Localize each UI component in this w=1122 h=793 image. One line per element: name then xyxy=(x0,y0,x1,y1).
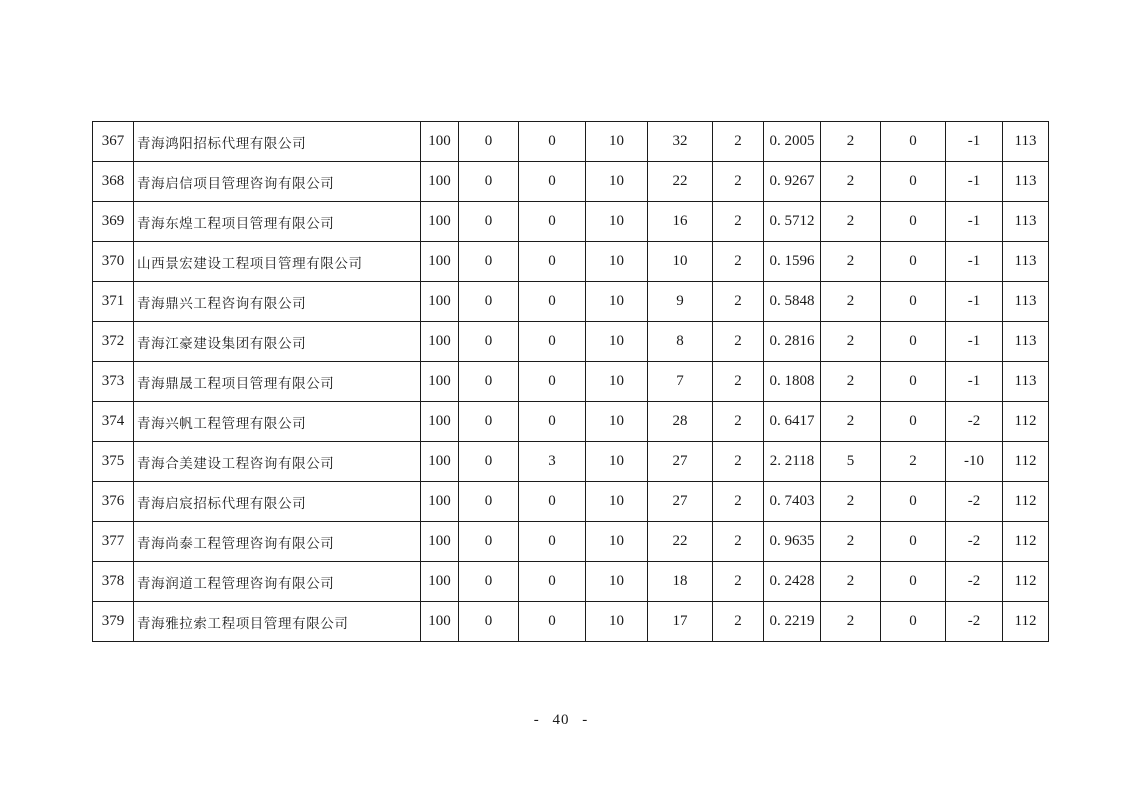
score-value-cell: 112 xyxy=(1003,482,1049,522)
score-value-cell: 9 xyxy=(648,282,713,322)
company-name-cell: 青海鸿阳招标代理有限公司 xyxy=(134,122,421,162)
score-value-cell: 0 xyxy=(519,562,586,602)
score-value-cell: 0 xyxy=(881,242,946,282)
table-row xyxy=(93,442,1049,482)
score-value-cell: 0 xyxy=(459,562,519,602)
score-value-cell: 113 xyxy=(1003,202,1049,242)
score-value-cell: 0 xyxy=(519,122,586,162)
row-index-cell: 377 xyxy=(93,522,134,562)
score-value-cell: 2 xyxy=(821,202,881,242)
score-value-cell: 0 xyxy=(519,402,586,442)
score-value-cell: 2 xyxy=(821,122,881,162)
row-index-cell: 372 xyxy=(93,322,134,362)
score-value-cell: 0. 6417 xyxy=(764,402,821,442)
score-value-cell: 2 xyxy=(713,482,764,522)
table-row xyxy=(93,242,1049,282)
score-value-cell: 10 xyxy=(586,562,648,602)
score-value-cell: 0 xyxy=(459,362,519,402)
row-index-cell: 374 xyxy=(93,402,134,442)
score-value-cell: 0 xyxy=(519,482,586,522)
score-value-cell: 0 xyxy=(881,282,946,322)
score-value-cell: 2. 2118 xyxy=(764,442,821,482)
score-value-cell: 0 xyxy=(881,362,946,402)
company-name-cell: 青海润道工程管理咨询有限公司 xyxy=(134,562,421,602)
score-value-cell: -2 xyxy=(946,482,1003,522)
score-value-cell: -2 xyxy=(946,602,1003,642)
score-value-cell: 100 xyxy=(421,242,459,282)
score-value-cell: 10 xyxy=(586,402,648,442)
row-index-cell: 367 xyxy=(93,122,134,162)
score-value-cell: 10 xyxy=(586,162,648,202)
score-value-cell: 0 xyxy=(459,202,519,242)
score-value-cell: 2 xyxy=(713,202,764,242)
row-index-cell: 373 xyxy=(93,362,134,402)
company-name-cell: 青海合美建设工程咨询有限公司 xyxy=(134,442,421,482)
score-value-cell: 0 xyxy=(881,162,946,202)
score-value-cell: 10 xyxy=(586,442,648,482)
score-value-cell: 2 xyxy=(713,122,764,162)
table-row xyxy=(93,402,1049,442)
table-body xyxy=(93,122,1049,642)
score-value-cell: 113 xyxy=(1003,122,1049,162)
score-value-cell: 7 xyxy=(648,362,713,402)
score-value-cell: 3 xyxy=(519,442,586,482)
score-value-cell: 0 xyxy=(519,282,586,322)
score-value-cell: 0 xyxy=(881,482,946,522)
score-value-cell: 0 xyxy=(881,522,946,562)
score-value-cell: 2 xyxy=(713,322,764,362)
score-value-cell: 2 xyxy=(821,162,881,202)
score-value-cell: 0 xyxy=(881,122,946,162)
score-value-cell: -10 xyxy=(946,442,1003,482)
score-value-cell: 2 xyxy=(713,562,764,602)
score-value-cell: 0 xyxy=(459,122,519,162)
score-value-cell: 0. 5848 xyxy=(764,282,821,322)
score-value-cell: -1 xyxy=(946,282,1003,322)
score-value-cell: 2 xyxy=(821,402,881,442)
row-index-cell: 379 xyxy=(93,602,134,642)
score-value-cell: 0 xyxy=(519,522,586,562)
score-value-cell: 0 xyxy=(459,402,519,442)
score-value-cell: 17 xyxy=(648,602,713,642)
table-row xyxy=(93,562,1049,602)
score-value-cell: -1 xyxy=(946,322,1003,362)
score-value-cell: 0. 2816 xyxy=(764,322,821,362)
score-value-cell: 0 xyxy=(881,322,946,362)
score-value-cell: 100 xyxy=(421,562,459,602)
table-row xyxy=(93,522,1049,562)
table-row xyxy=(93,122,1049,162)
score-value-cell: 0 xyxy=(459,442,519,482)
score-value-cell: 100 xyxy=(421,522,459,562)
row-index-cell: 375 xyxy=(93,442,134,482)
score-value-cell: 32 xyxy=(648,122,713,162)
score-value-cell: 2 xyxy=(821,562,881,602)
score-value-cell: 16 xyxy=(648,202,713,242)
score-value-cell: 100 xyxy=(421,322,459,362)
score-value-cell: 0 xyxy=(459,602,519,642)
score-value-cell: 0. 1596 xyxy=(764,242,821,282)
score-value-cell: 113 xyxy=(1003,162,1049,202)
score-value-cell: 0. 5712 xyxy=(764,202,821,242)
score-value-cell: 0. 1808 xyxy=(764,362,821,402)
score-value-cell: 100 xyxy=(421,202,459,242)
score-value-cell: 2 xyxy=(713,362,764,402)
score-value-cell: 0 xyxy=(519,242,586,282)
score-value-cell: 2 xyxy=(821,482,881,522)
score-value-cell: 10 xyxy=(586,362,648,402)
score-value-cell: 2 xyxy=(713,162,764,202)
score-value-cell: 2 xyxy=(713,402,764,442)
company-name-cell: 青海鼎晟工程项目管理有限公司 xyxy=(134,362,421,402)
table-row xyxy=(93,162,1049,202)
company-name-cell: 青海东煌工程项目管理有限公司 xyxy=(134,202,421,242)
row-index-cell: 368 xyxy=(93,162,134,202)
company-name-cell: 山西景宏建设工程项目管理有限公司 xyxy=(134,242,421,282)
score-value-cell: 10 xyxy=(586,602,648,642)
score-value-cell: 100 xyxy=(421,482,459,522)
score-value-cell: 0 xyxy=(459,242,519,282)
score-value-cell: 2 xyxy=(821,362,881,402)
score-value-cell: 10 xyxy=(586,522,648,562)
score-value-cell: 0 xyxy=(459,162,519,202)
score-value-cell: 18 xyxy=(648,562,713,602)
score-value-cell: 0. 2005 xyxy=(764,122,821,162)
score-value-cell: 2 xyxy=(821,522,881,562)
score-value-cell: 0 xyxy=(519,322,586,362)
score-value-cell: 22 xyxy=(648,162,713,202)
score-value-cell: 0. 2428 xyxy=(764,562,821,602)
score-value-cell: 0 xyxy=(519,162,586,202)
company-name-cell: 青海雅拉索工程项目管理有限公司 xyxy=(134,602,421,642)
score-value-cell: 2 xyxy=(821,282,881,322)
row-index-cell: 370 xyxy=(93,242,134,282)
row-index-cell: 378 xyxy=(93,562,134,602)
score-value-cell: -1 xyxy=(946,362,1003,402)
row-index-cell: 369 xyxy=(93,202,134,242)
score-value-cell: -2 xyxy=(946,562,1003,602)
score-value-cell: -1 xyxy=(946,202,1003,242)
score-value-cell: 2 xyxy=(713,602,764,642)
score-value-cell: 0 xyxy=(459,282,519,322)
company-score-table xyxy=(92,121,1049,642)
score-value-cell: 0 xyxy=(881,402,946,442)
table-row xyxy=(93,602,1049,642)
score-value-cell: 10 xyxy=(586,282,648,322)
score-value-cell: -1 xyxy=(946,122,1003,162)
score-value-cell: 10 xyxy=(648,242,713,282)
score-value-cell: 10 xyxy=(586,322,648,362)
table-row xyxy=(93,202,1049,242)
score-value-cell: 0. 2219 xyxy=(764,602,821,642)
score-value-cell: -1 xyxy=(946,242,1003,282)
score-value-cell: 100 xyxy=(421,282,459,322)
score-value-cell: 2 xyxy=(821,322,881,362)
score-value-cell: -2 xyxy=(946,522,1003,562)
company-name-cell: 青海启信项目管理咨询有限公司 xyxy=(134,162,421,202)
score-value-cell: 100 xyxy=(421,402,459,442)
score-value-cell: 113 xyxy=(1003,322,1049,362)
score-value-cell: 112 xyxy=(1003,562,1049,602)
score-value-cell: 27 xyxy=(648,482,713,522)
row-index-cell: 371 xyxy=(93,282,134,322)
table-row xyxy=(93,362,1049,402)
score-value-cell: 113 xyxy=(1003,242,1049,282)
score-value-cell: 28 xyxy=(648,402,713,442)
score-value-cell: 100 xyxy=(421,162,459,202)
score-value-cell: 2 xyxy=(881,442,946,482)
score-value-cell: 113 xyxy=(1003,282,1049,322)
score-value-cell: 2 xyxy=(713,442,764,482)
row-index-cell: 376 xyxy=(93,482,134,522)
score-value-cell: 112 xyxy=(1003,602,1049,642)
company-name-cell: 青海鼎兴工程咨询有限公司 xyxy=(134,282,421,322)
score-value-cell: 2 xyxy=(713,282,764,322)
score-value-cell: -2 xyxy=(946,402,1003,442)
score-value-cell: 0. 7403 xyxy=(764,482,821,522)
score-value-cell: 100 xyxy=(421,362,459,402)
score-value-cell: 100 xyxy=(421,442,459,482)
company-name-cell: 青海启宸招标代理有限公司 xyxy=(134,482,421,522)
score-value-cell: 112 xyxy=(1003,522,1049,562)
table-row xyxy=(93,482,1049,522)
score-value-cell: 0. 9267 xyxy=(764,162,821,202)
score-value-cell: 0 xyxy=(519,602,586,642)
table-row xyxy=(93,322,1049,362)
score-value-cell: 22 xyxy=(648,522,713,562)
score-value-cell: 27 xyxy=(648,442,713,482)
score-value-cell: 0 xyxy=(519,202,586,242)
score-value-cell: 100 xyxy=(421,602,459,642)
page-number: - 40 - xyxy=(533,712,589,728)
score-value-cell: 2 xyxy=(713,242,764,282)
score-value-cell: 0 xyxy=(881,562,946,602)
table-row xyxy=(93,282,1049,322)
score-value-cell: -1 xyxy=(946,162,1003,202)
score-value-cell: 10 xyxy=(586,242,648,282)
score-value-cell: 112 xyxy=(1003,442,1049,482)
score-value-cell: 10 xyxy=(586,482,648,522)
score-value-cell: 0 xyxy=(459,322,519,362)
score-value-cell: 0 xyxy=(519,362,586,402)
score-value-cell: 0 xyxy=(881,202,946,242)
score-value-cell: 0 xyxy=(459,482,519,522)
company-name-cell: 青海江豪建设集团有限公司 xyxy=(134,322,421,362)
score-value-cell: 2 xyxy=(713,522,764,562)
score-value-cell: 10 xyxy=(586,122,648,162)
score-value-cell: 0. 9635 xyxy=(764,522,821,562)
score-value-cell: 5 xyxy=(821,442,881,482)
company-name-cell: 青海兴帆工程管理有限公司 xyxy=(134,402,421,442)
score-value-cell: 100 xyxy=(421,122,459,162)
score-value-cell: 2 xyxy=(821,602,881,642)
score-value-cell: 0 xyxy=(459,522,519,562)
score-value-cell: 113 xyxy=(1003,362,1049,402)
company-name-cell: 青海尚泰工程管理咨询有限公司 xyxy=(134,522,421,562)
score-value-cell: 2 xyxy=(821,242,881,282)
score-value-cell: 8 xyxy=(648,322,713,362)
score-value-cell: 0 xyxy=(881,602,946,642)
score-value-cell: 10 xyxy=(586,202,648,242)
score-value-cell: 112 xyxy=(1003,402,1049,442)
